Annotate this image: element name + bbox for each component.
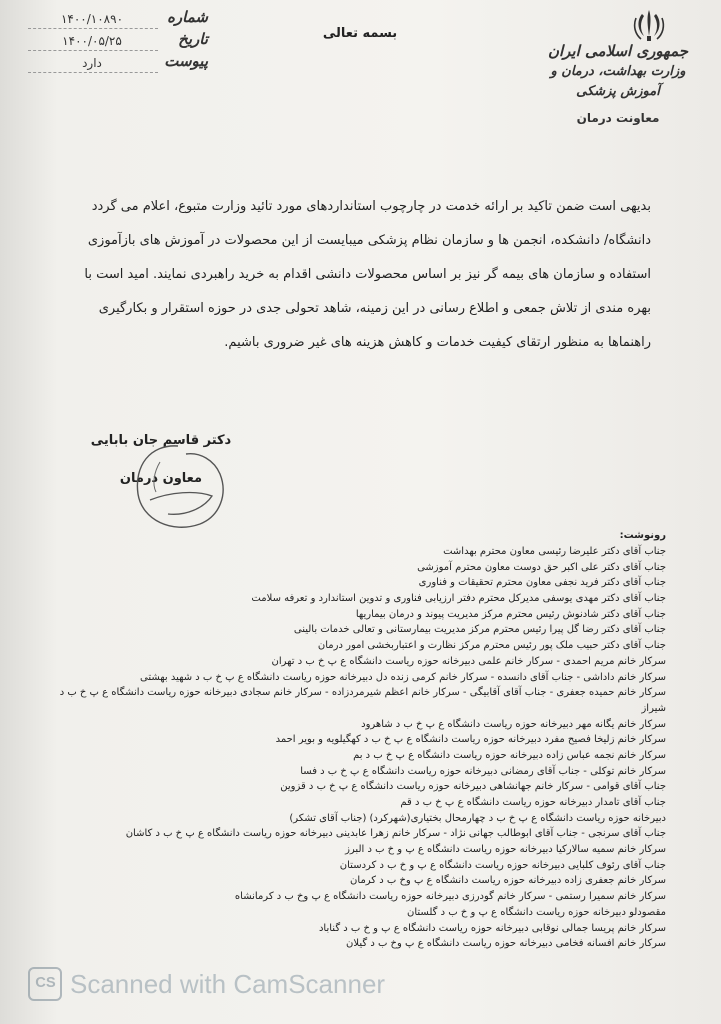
iran-emblem-icon	[632, 6, 666, 44]
meta-number-value: ۱۴۰۰/۱۰۸۹۰	[60, 12, 124, 26]
meta-number-label: شماره	[167, 8, 208, 26]
body-line: راهنماها به منظور ارتقای کیفیت خدمات و کاهش هزینه های غیر ضروری باشیم.	[224, 335, 651, 350]
meta-attachment-label: پیوست	[164, 52, 208, 70]
meta-date-row	[28, 30, 208, 52]
meta-dotted-line	[28, 50, 158, 51]
cc-list-item: مقصودلو دبیرخانه حوزه ریاست دانشگاه ع پ و خ ب د گلستان	[407, 906, 666, 918]
meta-number-row	[28, 8, 208, 30]
cc-list-item: سرکار خانم سمیرا رستمی - سرکار خانم گودرزی دبیرخانه حوزه ریاست دانشگاه ع پ وخ ب د کرمانشاه	[234, 891, 666, 903]
cc-list-item: جناب آقای دکتر فرید نجفی معاون محترم تحقیقات و فناوری	[418, 577, 666, 589]
letter-body	[80, 190, 651, 360]
meta-dotted-line	[28, 72, 158, 73]
cc-list-item: جناب آقای دکتر مهدی یوسفی مدیرکل محترم دفتر ارزیابی فناوری و تدوین استاندارد و تعرفه سلامت	[251, 593, 666, 605]
cc-list-item: سرکار خانم داداشی - جناب آقای دانسده - سرکار خانم کرمی زنده دل دبیرخانه حوزه ریاست دانشگاه ع پ خ ب د شهید بهشتی	[140, 671, 666, 683]
cc-list-item: سرکار خانم افسانه فخامی دبیرخانه حوزه ریاست دانشگاه ع پ وخ ب د گیلان	[346, 938, 666, 950]
watermark-text: Scanned with CamScanner	[70, 968, 386, 999]
org-country: جمهوری اسلامی ایران	[547, 42, 689, 60]
org-ministry: وزارت بهداشت، درمان و آموزش پزشکی	[550, 64, 686, 99]
body-line: دانشگاه/ دانشکده، انجمن ها و سازمان نظام پزشکی میبایست از این محصولات در آموزش های بازآموزی	[87, 233, 651, 248]
cc-list-item: جناب آقای سرنجی - جناب آقای ابوطالب جهانی نژاد - سرکار خانم زهرا عابدینی دبیرخانه حوزه ریاست دانشگاه ع پ خ ب د کاشان	[125, 828, 666, 840]
meta-attachment-value: دارد	[82, 56, 102, 70]
cc-list-item: جناب آقای دکتر علی اکبر حق دوست معاون محترم آموزشی	[417, 561, 666, 573]
organization-header	[543, 40, 693, 128]
meta-attachment-row	[28, 52, 208, 74]
cc-list-item: سرکار خانم یگانه مهر دبیرخانه حوزه ریاست دانشگاه ع پ خ ب د شاهرود	[361, 718, 666, 730]
cc-list-item: سرکار خانم جعفری زاده دبیرخانه حوزه ریاست دانشگاه ع پ وخ ب د کرمان	[350, 875, 666, 887]
cc-list-item: سرکار خانم حمیده جعفری - جناب آقای آقابیگی - سرکار خانم اعظم شیرمردزاده - سرکار خانم سجادی دبیرخانه حوزه ریاست دانشگاه ع پ خ ب د	[59, 687, 666, 699]
cc-list-item: دبیرخانه حوزه ریاست دانشگاه ع پ خ ب د چهارمحال بختیاری(شهرکرد) (جناب آقای تشکر)	[289, 812, 666, 824]
cc-list-item: سرکار خانم پریسا جمالی نوقابی دبیرخانه حوزه ریاست دانشگاه ع پ و خ ب د گناباد	[318, 922, 666, 934]
org-department: معاونت درمان	[576, 111, 660, 125]
body-line: بهره مندی از تلاش جمعی و اطلاع رسانی در این زمینه، شاهد تحولی جدی در حوزه استقرار و بکارگیری	[98, 301, 651, 316]
body-line: بدیهی است ضمن تاکید بر ارائه خدمت در چارچوب استانداردهای مورد تائید وزارت متبوع، اعلام می گردد	[91, 199, 651, 214]
signatory-name: دکتر قاسم جان بابایی	[90, 433, 232, 448]
cc-list-item: جناب آقای قوامی - سرکار خانم جهانشاهی دبیرخانه حوزه ریاست دانشگاه ع پ خ ب د قزوین	[280, 781, 666, 793]
cc-list-item: سرکار خانم توکلی - جناب آقای رمضانی دبیرخانه حوزه ریاست دانشگاه ع پ خ ب د فسا	[300, 765, 666, 777]
cc-list-item: جناب آقای تامدار دبیرخانه حوزه ریاست دانشگاه ع پ خ ب د قم	[400, 797, 666, 808]
svg-text:CS: CS	[35, 975, 56, 992]
camscanner-logo-icon	[28, 967, 62, 1001]
cc-list-item: جناب آقای دکتر رضا گل پیرا رئیس محترم مرکز مدیریت بیمارستانی و تعالی خدمات بالینی	[293, 624, 666, 636]
cc-list-item: جناب آقای دکتر علیرضا رئیسی معاون محترم بهداشت	[443, 546, 666, 557]
cc-list-item: سرکار خانم سمیه سالارکیا دبیرخانه حوزه ریاست دانشگاه ع پ و خ ب د البرز	[345, 844, 666, 856]
meta-dotted-line	[28, 28, 158, 29]
cc-section	[45, 530, 666, 952]
cc-list-item: جناب آقای رئوف کلبایی دبیرخانه حوزه ریاست دانشگاه ع پ و خ ب د کردستان	[339, 859, 666, 871]
cc-list-item: جناب آقای دکتر حبیب ملک پور رئیس محترم مرکز نظارت و اعتباربخشی امور درمان	[317, 640, 666, 652]
cc-list-item: سرکار خانم نجمه عباس زاده دبیرخانه حوزه ریاست دانشگاه ع پ خ ب د بم	[353, 749, 666, 761]
camscanner-watermark	[28, 966, 385, 1002]
cc-list-item: سرکار خانم زلیخا فصیح مفرد دبیرخانه حوزه ریاست دانشگاه ع پ خ ب د کهگیلویه و بویر احمد	[275, 734, 666, 746]
cc-list-item: جناب آقای دکتر شادنوش رئیس محترم مرکز مدیریت پیوند و درمان بیماریها	[355, 608, 666, 620]
signatory-title: معاون درمان	[119, 471, 203, 486]
bismillah-heading: بسمه تعالی	[322, 26, 398, 41]
cc-heading: رونوشت:	[619, 530, 666, 541]
cc-list-item: شیراز	[641, 702, 666, 714]
cc-list-item: سرکار خانم مریم احمدی - سرکار خانم علمی دبیرخانه حوزه ریاست دانشگاه ع پ خ ب د تهران	[271, 655, 666, 667]
body-line: استفاده و سازمان های بیمه گر نیز بر اساس محصولات دانشی اقدام به خرید راهبردی نمایند. امید است با	[84, 267, 651, 282]
letter-metadata	[28, 8, 208, 74]
meta-date-label: تاریخ	[178, 30, 208, 48]
meta-date-value: ۱۴۰۰/۰۵/۲۵	[62, 34, 122, 48]
handwritten-signature	[120, 432, 240, 542]
